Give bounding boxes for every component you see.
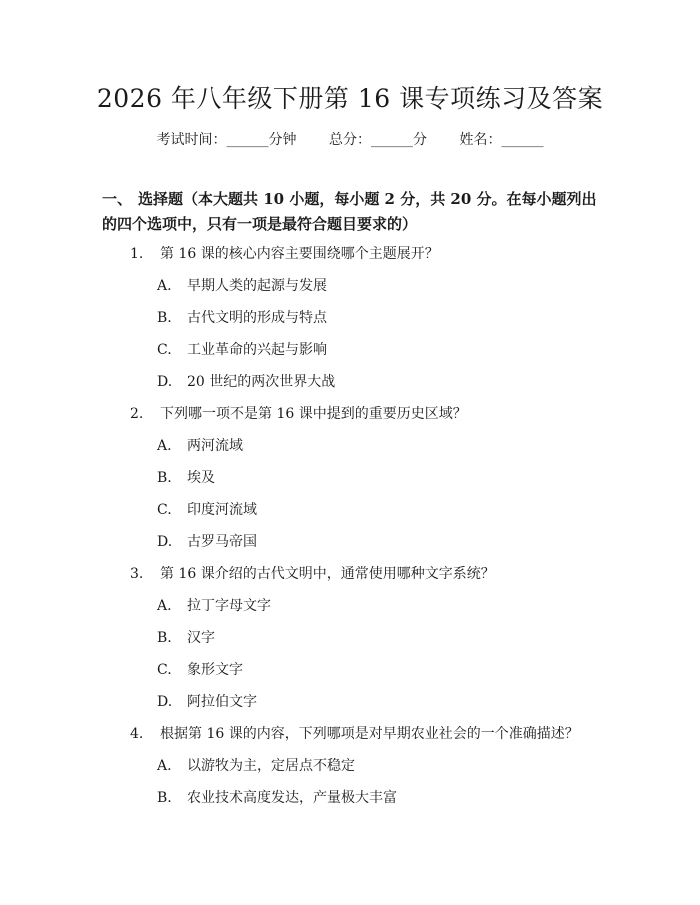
option-letter: B. xyxy=(157,470,172,486)
total-score-field: 总分：______分 xyxy=(329,132,427,148)
option-letter: A. xyxy=(157,438,172,454)
option-letter: D. xyxy=(157,374,173,390)
option-text: 象形文字 xyxy=(187,662,243,678)
section-instructions: 选择题（本大题共 10 小题，每小题 2 分，共 20 分。在每小题列出的四个选项中，只有一项是最符合题目要求的） xyxy=(102,190,597,233)
option-1a xyxy=(157,276,327,296)
option-2c xyxy=(157,500,257,520)
question-text: 根据第 16 课的内容，下列哪项是对早期农业社会的一个准确描述？ xyxy=(160,726,579,742)
option-text: 埃及 xyxy=(187,470,215,486)
option-text: 印度河流域 xyxy=(187,502,257,518)
option-letter: B. xyxy=(157,310,172,326)
option-letter: D. xyxy=(157,534,173,550)
option-letter: A. xyxy=(157,758,172,774)
question-number: 1. xyxy=(130,246,144,262)
option-letter: C. xyxy=(157,342,172,358)
option-text: 拉丁字母文字 xyxy=(187,598,271,614)
question-4 xyxy=(130,724,579,744)
option-letter: A. xyxy=(157,278,172,294)
option-3a xyxy=(157,596,271,616)
option-2b xyxy=(157,468,215,488)
option-letter: A. xyxy=(157,598,172,614)
section-heading xyxy=(102,187,602,237)
question-1 xyxy=(130,244,439,264)
option-text: 早期人类的起源与发展 xyxy=(187,278,327,294)
option-letter: C. xyxy=(157,502,172,518)
option-4a xyxy=(157,756,355,776)
option-letter: C. xyxy=(157,662,172,678)
question-2 xyxy=(130,404,467,424)
option-2a xyxy=(157,436,243,456)
option-text: 工业革命的兴起与影响 xyxy=(187,342,327,358)
option-letter: D. xyxy=(157,694,173,710)
question-text: 第 16 课介绍的古代文明中，通常使用哪种文字系统？ xyxy=(160,566,495,582)
option-text: 古代文明的形成与特点 xyxy=(187,310,327,326)
option-text: 古罗马帝国 xyxy=(187,534,257,550)
option-letter: B. xyxy=(157,790,172,806)
option-2d xyxy=(157,532,257,552)
option-text: 阿拉伯文字 xyxy=(187,694,257,710)
question-number: 4. xyxy=(130,726,144,742)
option-4b xyxy=(157,788,397,808)
student-name-field: 姓名：______ xyxy=(459,132,544,148)
option-text: 以游牧为主，定居点不稳定 xyxy=(187,758,355,774)
option-3b xyxy=(157,628,215,648)
exam-time-field: 考试时间：______分钟 xyxy=(156,132,297,148)
option-text: 农业技术高度发达，产量极大丰富 xyxy=(187,790,397,806)
section-number: 一、 xyxy=(102,190,133,208)
option-text: 汉字 xyxy=(187,630,215,646)
option-1b xyxy=(157,308,327,328)
option-letter: B. xyxy=(157,630,172,646)
question-text: 第 16 课的核心内容主要围绕哪个主题展开？ xyxy=(160,246,439,262)
document-title: 2026 年八年级下册第 16 课专项练习及答案 xyxy=(96,84,604,113)
question-3 xyxy=(130,564,495,584)
option-3d xyxy=(157,692,257,712)
question-text: 下列哪一项不是第 16 课中提到的重要历史区域？ xyxy=(160,406,467,422)
option-3c xyxy=(157,660,243,680)
question-number: 2. xyxy=(130,406,144,422)
option-text: 两河流域 xyxy=(187,438,243,454)
option-1c xyxy=(157,340,327,360)
option-1d xyxy=(157,372,335,392)
question-number: 3. xyxy=(130,566,144,582)
option-text: 20 世纪的两次世界大战 xyxy=(187,374,336,390)
exam-meta xyxy=(0,128,700,152)
